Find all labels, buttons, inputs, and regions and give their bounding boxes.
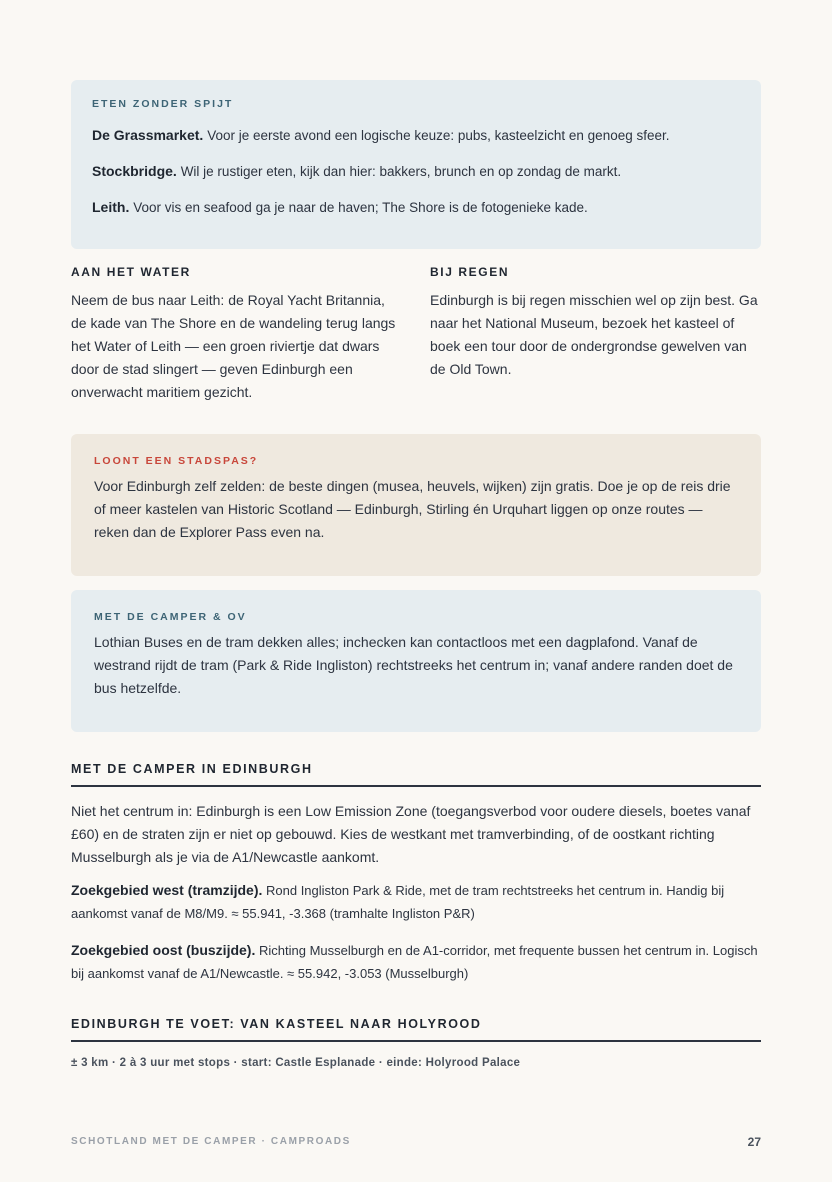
transport-text: Lothian Buses en de tram dekken alles; inchecken kan contactloos met een dagplafond. Vanaf de westrand rijdt de tram (Park & Ride Ingliston) rechtstreeks het centrum in; vanaf andere randen doet de bus hetzelfde. xyxy=(94,634,733,696)
tip-text: Wil je rustiger eten, kijk dan hier: bakkers, brunch en op zondag de markt. xyxy=(180,164,622,179)
page-number: 27 xyxy=(747,1135,761,1149)
page-footer xyxy=(71,1136,761,1152)
citypass-kicker: LOONT EEN STADSPAS? xyxy=(94,455,259,467)
search-area-east xyxy=(71,939,761,985)
tip-item xyxy=(92,160,740,183)
camper-heading: MET DE CAMPER IN EDINBURGH xyxy=(71,762,761,787)
search-area-text: Richting Musselburgh en de A1-corridor, met frequente bussen het centrum in. Logisch bij aankomst vanaf de A1/Newcastle. ≈ 55.942, -3.053 (Musselburgh) xyxy=(71,943,758,981)
walk-meta: ± 3 km · 2 à 3 uur met stops · start: Castle Esplanade · einde: Holyrood Palace xyxy=(71,1057,521,1069)
tip-text: Voor je eerste avond een logische keuze: pubs, kasteelzicht en genoeg sfeer. xyxy=(207,128,670,143)
walk-heading: EDINBURGH TE VOET: VAN KASTEEL NAAR HOLYROOD xyxy=(71,1017,761,1042)
eating-tips-box xyxy=(71,80,761,249)
camper-intro: Niet het centrum in: Edinburgh is een Low Emission Zone (toegangsverbod voor oudere diesels, boetes vanaf £60) en de straten zijn er niet op gebouwd. Kies de westkant met tramverbinding, of de oostkant richting Musselburgh als je via de A1/Newcastle aankomt. xyxy=(71,803,751,865)
column-heading: BIJ REGEN xyxy=(430,265,510,279)
citypass-box xyxy=(71,434,761,576)
tip-title: Stockbridge. xyxy=(92,163,177,179)
search-area-title: Zoekgebied oost (buszijde). xyxy=(71,942,256,958)
column-rain xyxy=(430,265,761,381)
column-water xyxy=(71,265,403,404)
tip-item xyxy=(92,124,740,147)
footer-publication: SCHOTLAND MET DE CAMPER · CAMPROADS xyxy=(71,1136,351,1147)
tip-item xyxy=(92,196,740,219)
search-area-title: Zoekgebied west (tramzijde). xyxy=(71,882,263,898)
camper-section xyxy=(71,762,761,985)
transport-box xyxy=(71,590,761,732)
walk-section xyxy=(71,1017,761,1069)
transport-kicker: MET DE CAMPER & OV xyxy=(94,611,247,623)
eating-tips-kicker: ETEN ZONDER SPIJT xyxy=(92,98,234,110)
tip-text: Voor vis en seafood ga je naar de haven; The Shore is de fotogenieke kade. xyxy=(133,200,588,215)
search-area-west xyxy=(71,879,761,925)
tip-title: Leith. xyxy=(92,199,130,215)
tip-title: De Grassmarket. xyxy=(92,127,204,143)
column-text: Edinburgh is bij regen misschien wel op zijn best. Ga naar het National Museum, bezoek het kasteel of boek een tour door de ondergrondse gewelven van de Old Town. xyxy=(430,292,758,377)
citypass-text: Voor Edinburgh zelf zelden: de beste dingen (musea, heuvels, wijken) zijn gratis. Doe je op de reis drie of meer kastelen van Historic Scotland — Edinburgh, Stirling én Urquhart liggen op onze routes — reken dan de Explorer Pass even na. xyxy=(94,478,731,540)
search-area-text: Rond Ingliston Park & Ride, met de tram rechtstreeks het centrum in. Handig bij aankomst vanaf de M8/M9. ≈ 55.941, -3.368 (tramhalte Ingliston P&R) xyxy=(71,883,725,921)
column-heading: AAN HET WATER xyxy=(71,265,191,279)
column-text: Neem de bus naar Leith: de Royal Yacht Britannia, de kade van The Shore en de wandeling terug langs het Water of Leith — een groen riviertje dat dwars door de stad slingert — geven Edinburgh een onverwacht maritiem gezicht. xyxy=(71,292,396,400)
